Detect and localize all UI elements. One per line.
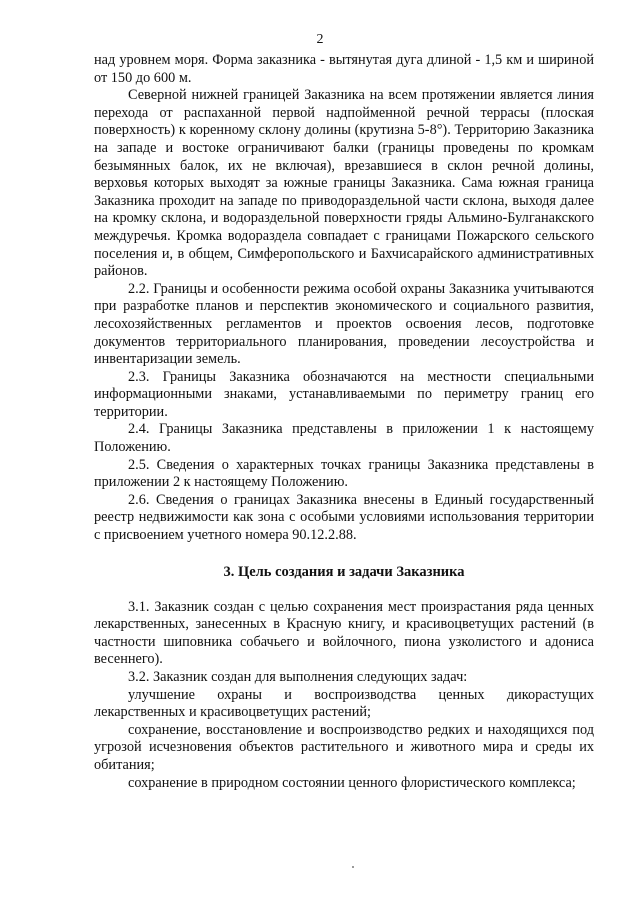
- paragraph: 2.3. Границы Заказника обозначаются на местности специальными информационными знаками, устанавливаемыми по периметру границ его территории.: [94, 368, 594, 420]
- document-body: [94, 52, 594, 792]
- paragraph: сохранение, восстановление и воспроизводство редких и находящихся под угрозой исчезновения объектов растительного и животного мира и среды их обитания;: [94, 721, 594, 773]
- paragraph: Северной нижней границей Заказника на всем протяжении является линия перехода от распаханной первой надпойменной речной террасы (плоская поверхность) к коренному склону долины (крутизна 5-8°). Территорию Заказника на западе и востоке ограничивают балки (границы проведены по кромкам безымянных балок, их не включая), врезавшиеся в склон речной долины, верховья которых выходят за южные границы Заказника. Сама южная граница Заказника проходит на западе по приводораздельной части склона, выходя далее на кромку склона, и водораздельной поверхности гряды Альмино-Булганакского междуречья. Кромка водораздела совпадает с границами Пожарского сельского поселения и, в общем, Симферопольского и Бахчисарайского административных районов.: [94, 87, 594, 280]
- paragraph: сохранение в природном состоянии ценного флористического комплекса;: [128, 774, 576, 791]
- paragraph: улучшение охраны и воспроизводства ценных дикорастущих лекарственных и красивоцветущих растений;: [94, 686, 594, 721]
- paragraph: 3.2. Заказник создан для выполнения следующих задач:: [128, 669, 468, 685]
- page-number: 2: [316, 32, 324, 47]
- paragraph: 2.6. Сведения о границах Заказника внесены в Единый государственный реестр недвижимости как зона с особыми условиями использования территории с присвоением учетного номера 90.12.2.88.: [94, 491, 594, 544]
- paragraph: 2.5. Сведения о характерных точках границы Заказника представлены в приложении 2 к настоящему Положению.: [94, 456, 594, 491]
- paragraph: 2.2. Границы и особенности режима особой охраны Заказника учитываются при разработке планов и перспектив экономического и социального развития, лесохозяйственных регламентов и проектов освоения лесов, подготовке документов территориального планирования, проведении лесоустройства и инвентаризации земель.: [94, 280, 594, 368]
- paragraph: над уровнем моря. Форма заказника - вытянутая дуга длиной - 1,5 км и шириной от 150 до 600 м.: [94, 52, 594, 86]
- paragraph: 2.4. Границы Заказника представлены в приложении 1 к настоящему Положению.: [94, 421, 594, 456]
- scan-speck: [352, 866, 354, 868]
- section-3-body: [94, 599, 594, 793]
- section-2-continued: [94, 52, 594, 545]
- section-heading: 3. Цель создания и задачи Заказника: [223, 563, 465, 580]
- paragraph: 3.1. Заказник создан с целью сохранения мест произрастания ряда ценных лекарственных, занесенных в Красную книгу, и красивоцветущих растений (в частности шиповника собачьего и войлочного, пиона узколистого и адониса весеннего).: [94, 598, 594, 668]
